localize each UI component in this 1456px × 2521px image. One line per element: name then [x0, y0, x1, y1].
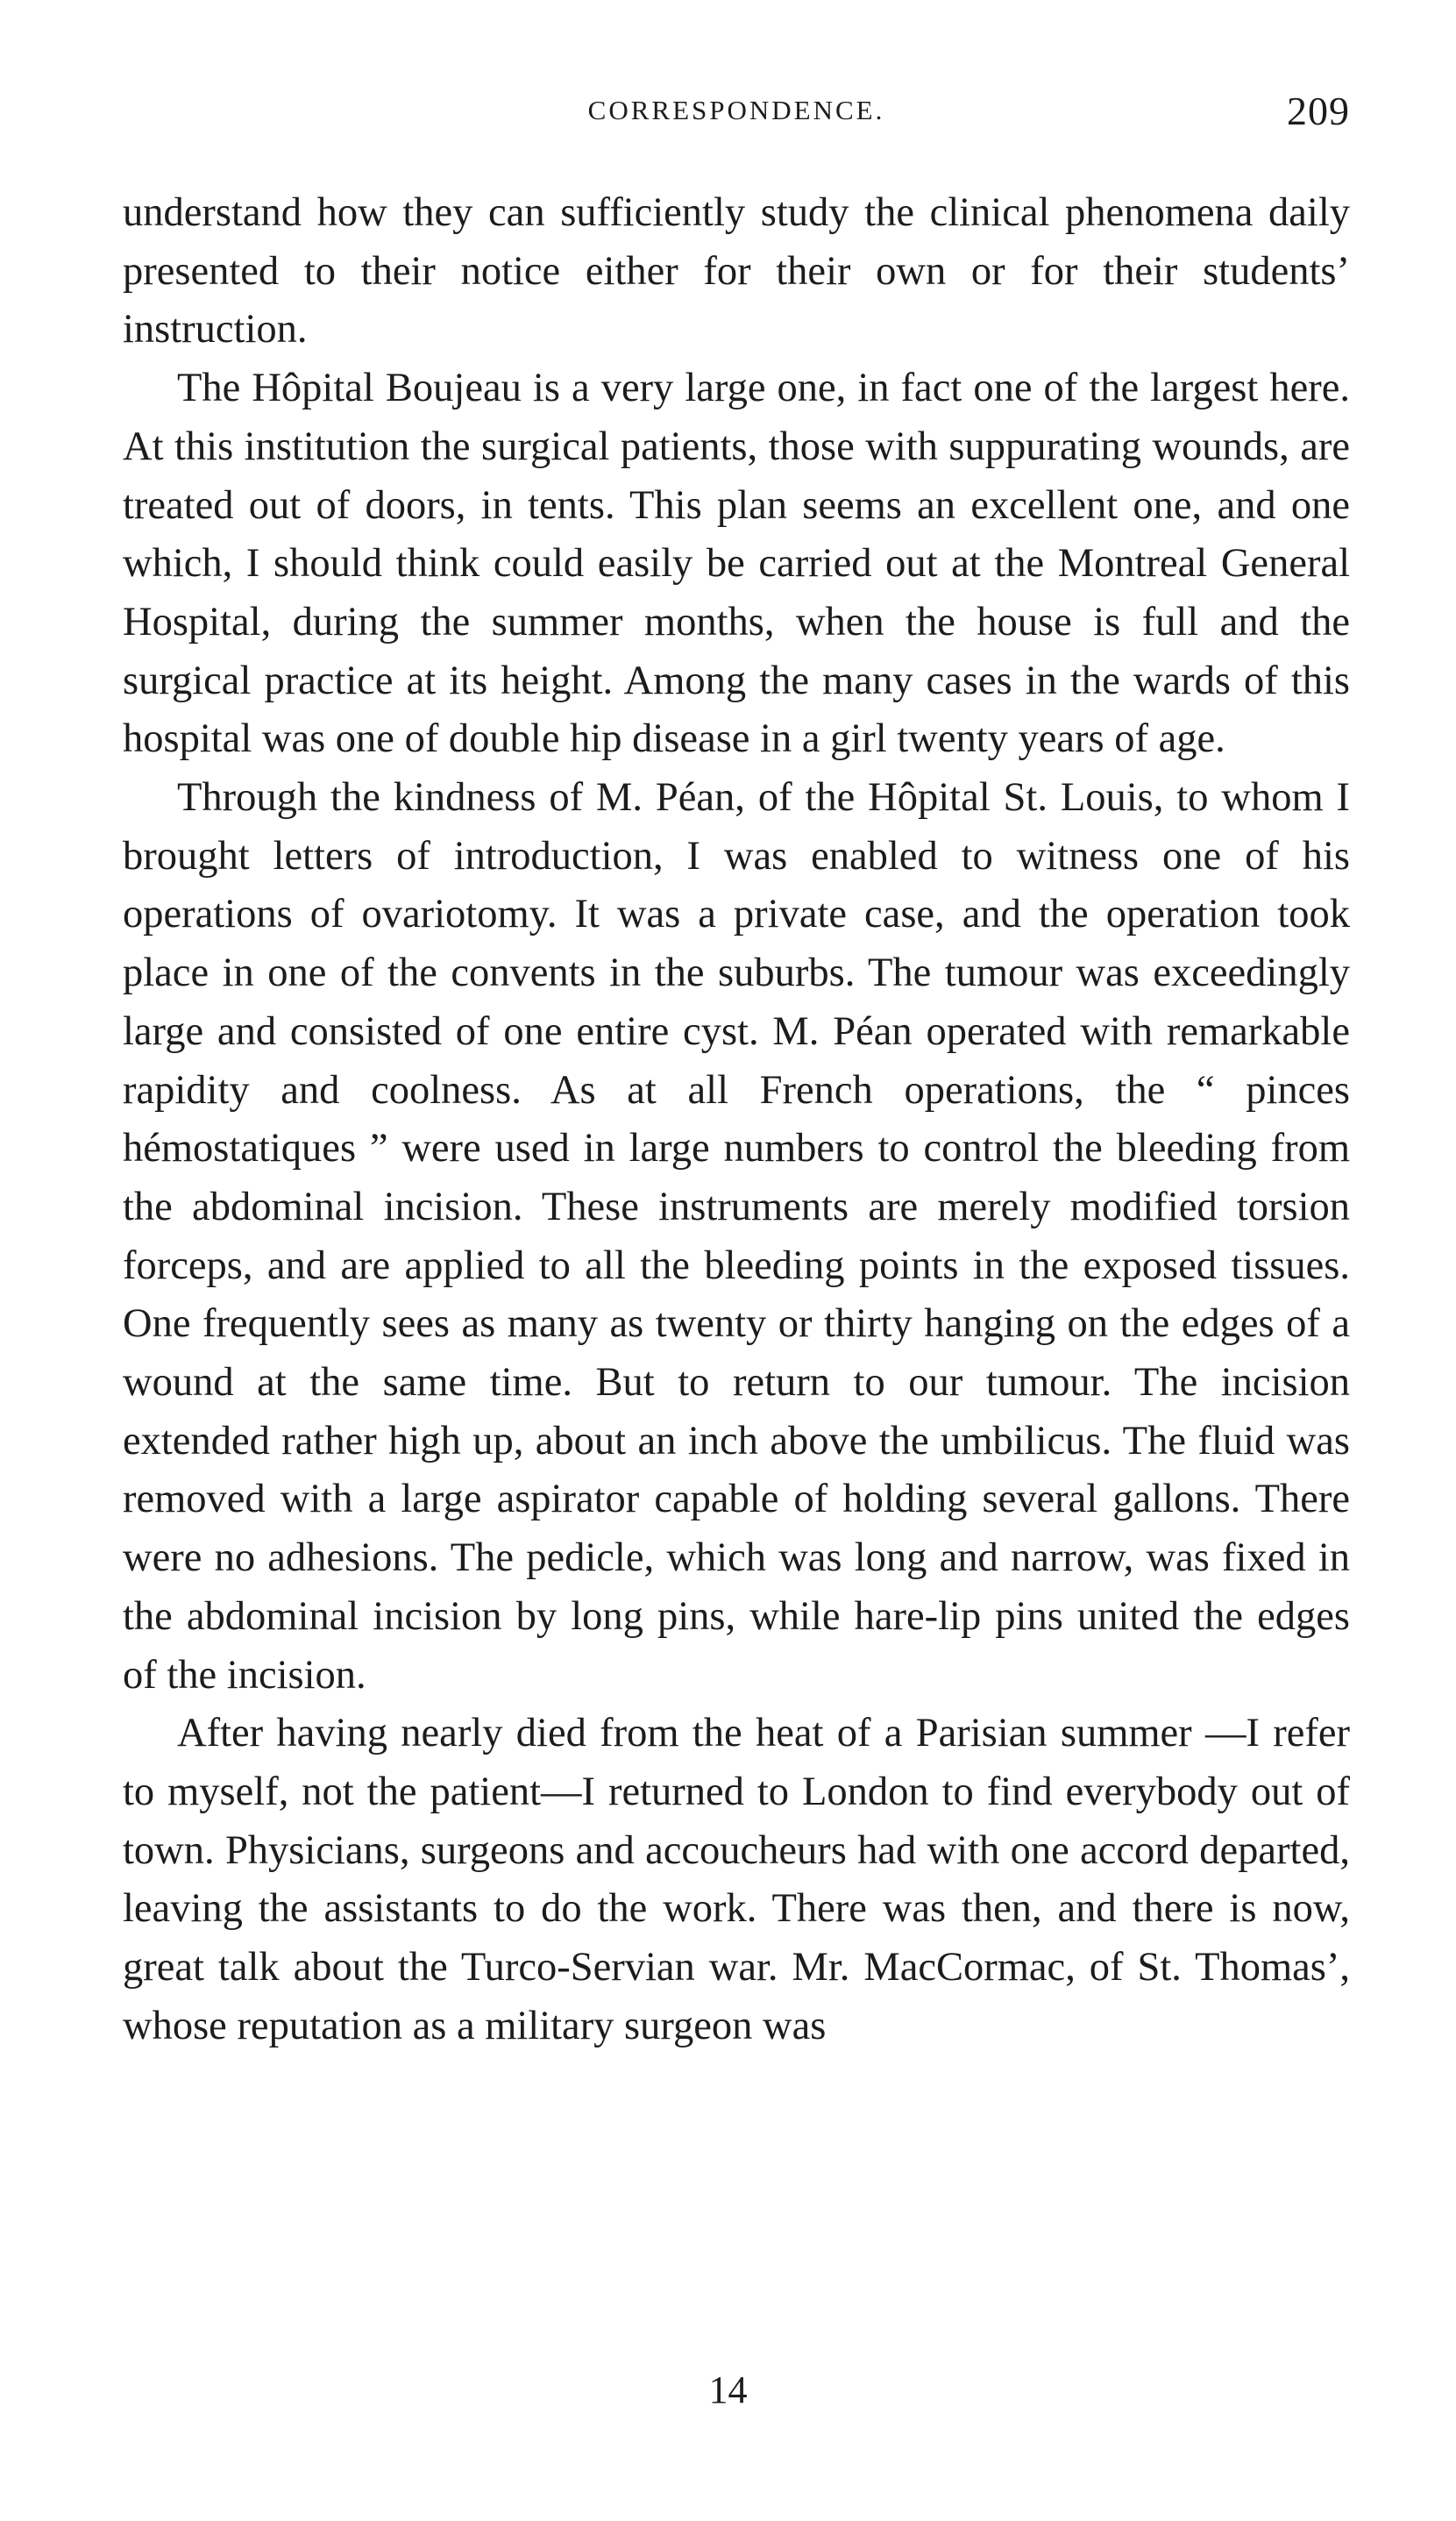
paragraph-hopital-boujeau: The Hôpital Boujeau is a very large one, in fact one of the largest here. At this institution the surgical patients, those with suppurating wounds, are treated out of doors, in tents. This plan seems an excellent one, and one which, I should think could easily be carried out at the Montreal General Hospital, during the summer months, when the house is full and the surgical practice at its height. Among the many cases in the wards of this hospital was one of double hip disease in a girl twenty years of age. [123, 366, 1350, 762]
paragraph-continued: understand how they can sufficiently study the clinical phenomena daily presented to their notice either for their own or for their students’ instruction. [123, 190, 1350, 353]
paragraph-ovariotomy: Through the kindness of M. Péan, of the Hôpital St. Louis, to whom I brought letters of introduction, I was enabled to witness one of his operations of ovariotomy. It was a private case, and the operation took place in one of the convents in the suburbs. The tumour was exceedingly large and consisted of one entire cyst. M. Péan operated with remarkable rapidity and coolness. As at all French operations, the “ pinces hémostatiques ” were used in large numbers to control the bleeding from the abdominal incision. These instruments are merely modified torsion forceps, and are applied to all the bleeding points in the exposed tissues. One frequently sees as many as twenty or thirty hanging on the edges of a wound at the same time. But to return to our tumour. The incision extended rather high up, about an inch above the umbilicus. The fluid was removed with a large aspirator capable of holding several gallons. There were no adhesions. The pedicle, which was long and narrow, was fixed in the abdominal incision by long pins, while hare-lip pins united the edges of the incision. [123, 775, 1350, 1698]
running-title: CORRESPONDENCE. [587, 95, 885, 125]
page-number: 209 [1287, 89, 1350, 133]
body-text [123, 184, 1350, 2056]
signature-mark: 14 [708, 2368, 748, 2411]
paragraph-london-return: After having nearly died from the heat of a Parisian summer —I refer to myself, not the patient—I returned to London to find everybody out of town. Physicians, surgeons and accoucheurs had with one accord departed, leaving the assistants to do the work. There was then, and there is now, great talk about the Turco-Servian war. Mr. MacCormac, of St. Thomas’, whose reputation as a military surgeon was [123, 1711, 1350, 2048]
running-header [123, 88, 1350, 140]
